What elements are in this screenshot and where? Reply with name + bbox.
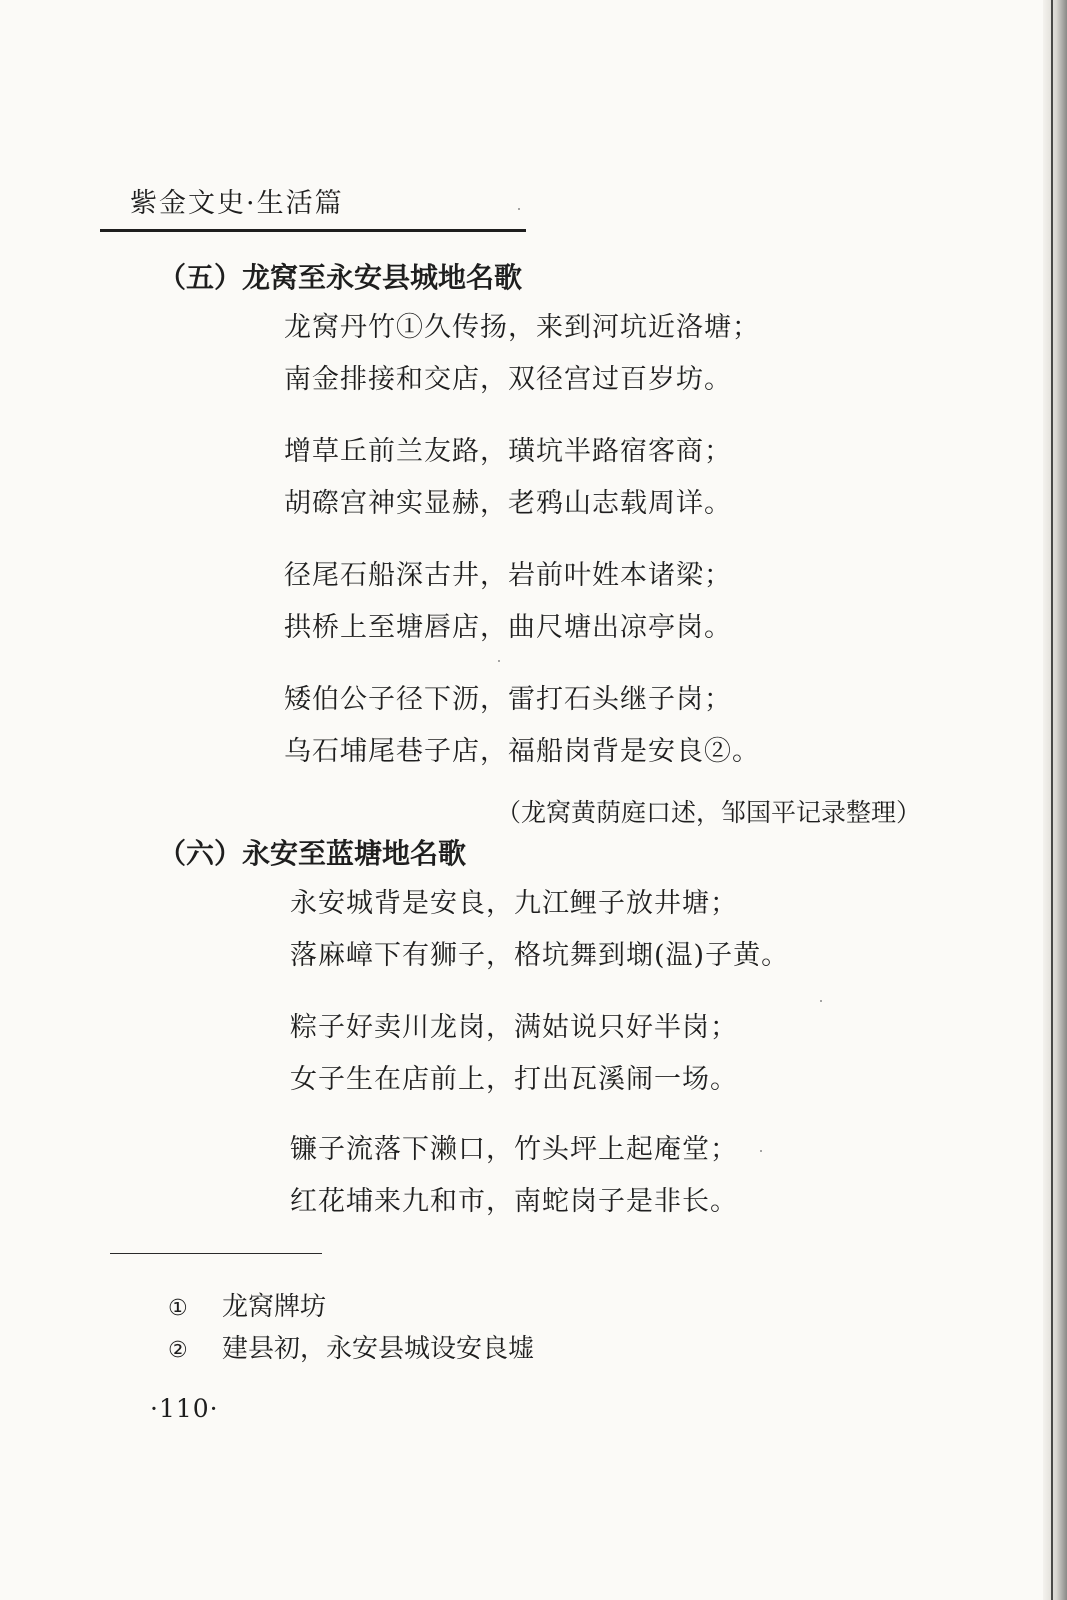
verse-line: 矮伯公子径下沥，雷打石头继子岗； xyxy=(284,684,732,715)
verse-line: 女子生在店前上，打出瓦溪闹一场。 xyxy=(290,1064,738,1095)
running-header: 紫金文史·生活篇 xyxy=(130,188,344,219)
footnote-text: 建县初，永安县城设安良墟 xyxy=(222,1334,535,1364)
verse-line: 南金排接和交店，双径宫过百岁坊。 xyxy=(284,364,732,395)
scan-edge xyxy=(1043,0,1067,1600)
scan-speck xyxy=(498,660,500,662)
scan-edge-line xyxy=(1051,0,1053,1600)
footnote-mark: ② xyxy=(168,1338,188,1363)
scan-speck xyxy=(760,1150,762,1152)
attribution: （龙窝黄荫庭口述，邹国平记录整理） xyxy=(496,798,922,827)
header-rule xyxy=(100,229,526,232)
verse-line: 永安城背是安良，九江鲤子放井塘； xyxy=(290,888,738,919)
scan-speck xyxy=(820,1000,822,1002)
scan-speck xyxy=(518,208,520,210)
verse-line: 红花埔来九和市，南蛇岗子是非长。 xyxy=(290,1186,738,1217)
footnote-2 xyxy=(168,1332,534,1368)
verse-line: 龙窝丹竹①久传扬，来到河坑近洛塘； xyxy=(284,312,760,343)
verse-line: 乌石埔尾巷子店，福船岗背是安良②。 xyxy=(284,736,760,767)
footnote-rule xyxy=(110,1253,322,1254)
section-title-5: （五）龙窝至永安县城地名歌 xyxy=(158,261,523,294)
verse-line: 增草丘前兰友路，璜坑半路宿客商； xyxy=(284,436,732,467)
footnote-text: 龙窝牌坊 xyxy=(222,1292,327,1322)
footnote-1 xyxy=(168,1290,326,1326)
verse-line: 拱桥上至塘唇店，曲尺塘出凉亭岗。 xyxy=(284,612,732,643)
footnote-mark: ① xyxy=(168,1296,188,1321)
verse-line: 径尾石船深古井，岩前叶姓本诸梁； xyxy=(284,560,732,591)
verse-line: 粽子好卖川龙岗，满姑说只好半岗； xyxy=(290,1012,738,1043)
page-number: ·110· xyxy=(150,1394,219,1423)
verse-line: 落麻嶂下有狮子，格坑舞到㙟(温)子黄。 xyxy=(290,940,790,971)
verse-line: 胡磜宫神实显赫，老鸦山志载周详。 xyxy=(284,488,732,519)
section-title-6: （六）永安至蓝塘地名歌 xyxy=(158,837,467,870)
verse-line: 镰子流落下濑口，竹头坪上起庵堂； xyxy=(290,1134,738,1165)
